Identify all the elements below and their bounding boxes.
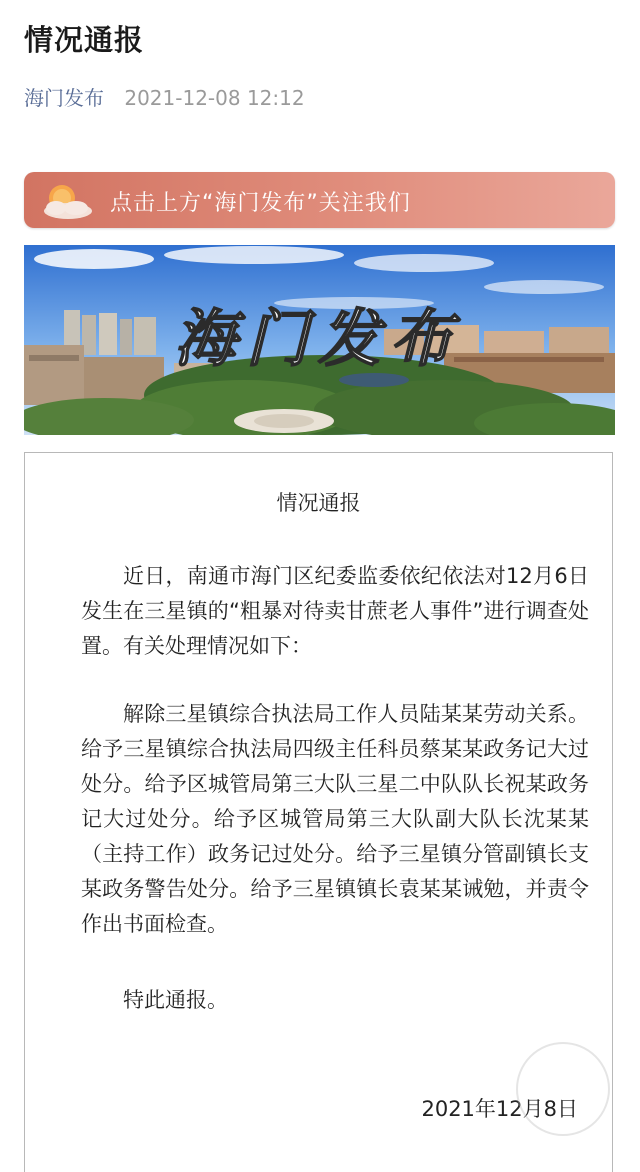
notice-heading: 情况通报 [276, 491, 361, 515]
notice-paragraph: 特此通报。 [123, 988, 228, 1012]
notice-date: 2021年12月8日 [421, 1097, 578, 1121]
article-title: 情况通报 [24, 23, 145, 57]
publish-time: 2021-12-08 12:12 [124, 86, 305, 110]
sun-cloud-icon [38, 178, 96, 222]
notice-paragraph: 近日，南通市海门区纪委监委依纪依法对12月6日发生在三星镇的“粗暴对待卖甘蔗老人事件”进行调查处置。有关处理情况如下： [81, 564, 589, 658]
follow-banner[interactable] [24, 172, 615, 228]
follow-banner-text: 点击上方“海门发布”关注我们 [110, 191, 411, 216]
hero-calligraphy: 海门发布 [174, 302, 463, 375]
hero-banner-image [24, 245, 615, 435]
account-name-link[interactable]: 海门发布 [24, 86, 104, 110]
article-meta [24, 82, 305, 111]
watermark-seal [516, 1042, 610, 1136]
notice-paragraph: 解除三星镇综合执法局工作人员陆某某劳动关系。给予三星镇综合执法局四级主任科员蔡某某政务记大过处分。给予区城管局第三大队三星二中队队长祝某政务记大过处分。给予区城管局第三大队副大队长沈某某（主持工作）政务记过处分。给予三星镇分管副镇长支某政务警告处分。给予三星镇镇长袁某某诫勉，并责令作出书面检查。 [81, 702, 589, 936]
